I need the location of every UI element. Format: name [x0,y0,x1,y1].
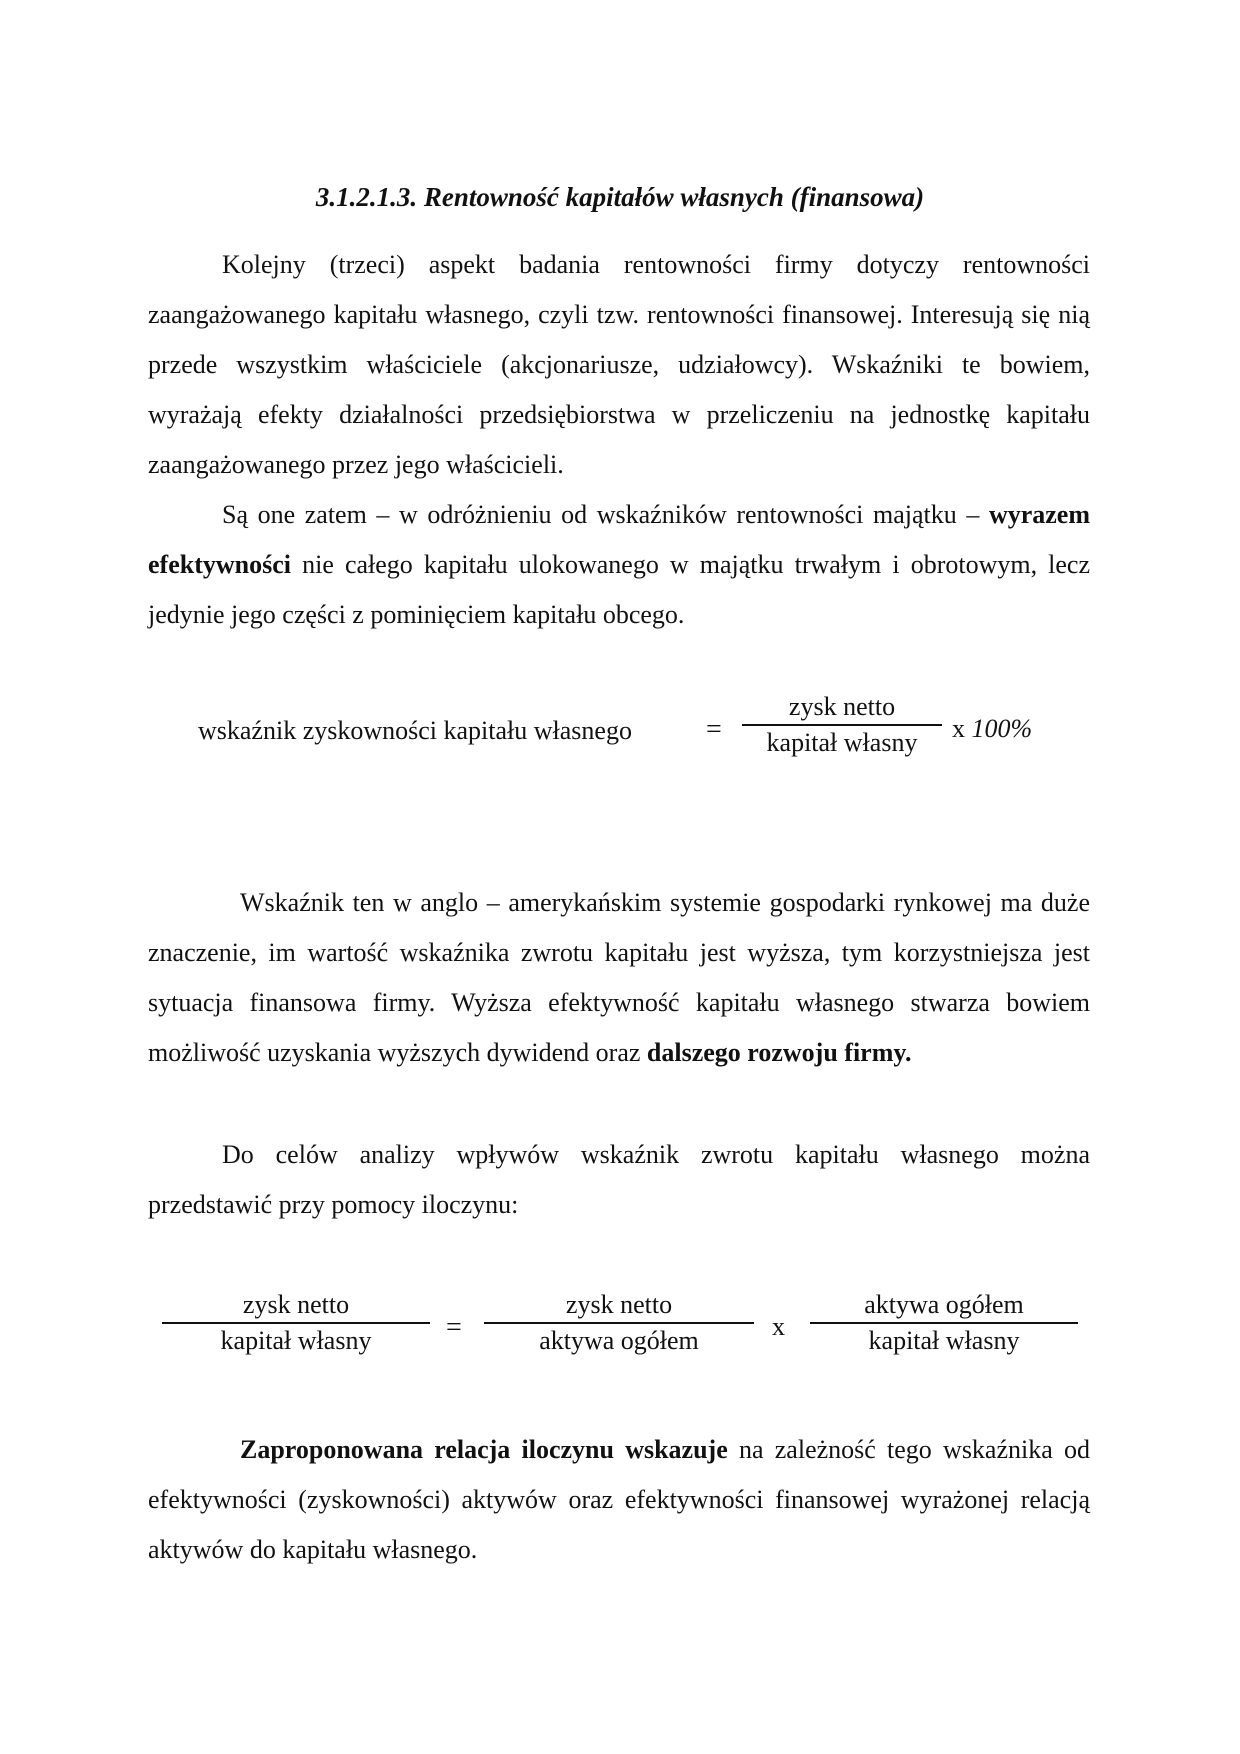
dupont-right-fraction [810,1288,1078,1358]
paragraph-2-emphasis: wyrazem efektywności [148,500,1091,579]
percent-value: 100% [971,714,1033,743]
dupont-equals: = [446,1312,462,1343]
dupont-right-numerator: aktywa ogółem [864,1290,1024,1319]
roe-formula-multiplier [952,714,1032,744]
paragraph-3-emphasis: dalszego rozwoju firmy. [646,1038,912,1067]
roe-formula-fraction [742,690,942,760]
paragraph-3 [148,878,1090,1078]
roe-numerator: zysk netto [788,692,896,721]
dupont-left-numerator: zysk netto [242,1290,350,1319]
paragraph-2-text-b: nie całego kapitału ulokowanego w majątku trwałym i obrotowym, lecz jedynie jego części z pominięciem kapitału obcego. [148,550,1091,629]
roe-formula-label: wskaźnik zyskowności kapitału własnego [198,716,632,745]
paragraph-2 [148,490,1090,640]
dupont-middle-numerator: zysk netto [565,1290,673,1319]
paragraph-2-text-a: Są one zatem – w odróżnieniu od wskaźników rentowności majątku – [222,500,980,529]
dupont-middle-fraction [484,1288,754,1358]
paragraph-3-text: Wskaźnik ten w anglo – amerykańskim systemie gospodarki rynkowej ma duże znaczenie, im wartość wskaźnika zwrotu kapitału jest wyższa, tym korzystniejsza jest sytuacja finansowa firmy. Wyższa efektywność kapitału własnego stwarza bowiem możliwość uzyskania wyższych dywidend oraz [148,888,1090,1067]
paragraph-4: Do celów analizy wpływów wskaźnik zwrotu kapitału własnego można przedstawić przy pomocy iloczynu: [148,1140,1090,1219]
dupont-left-fraction [162,1288,430,1358]
roe-formula-equals: = [706,714,722,745]
dupont-formula [0,1288,1240,1368]
dupont-right-denominator: kapitał własny [868,1326,1020,1355]
times-sign: x [952,714,965,743]
paragraph-5 [148,1425,1090,1575]
paragraph-1: Kolejny (trzeci) aspekt badania rentowności firmy dotyczy rentowności zaangażowanego kapitału własnego, czyli tzw. rentowności finansowej. Interesują się nią przede wszystkim właściciele (akcjonariusze, udziałowcy). Wskaźniki te bowiem, wyrażają efekty działalności przedsiębiorstwa w przeliczeniu na jednostkę kapitału zaangażowanego przez jego właścicieli. [148,250,1090,479]
roe-denominator: kapitał własny [766,728,918,757]
paragraph-5-emphasis: Zaproponowana relacja iloczynu wskazuje [240,1435,728,1464]
paragraph-5-text: na zależność tego wskaźnika od efektywności (zyskowności) aktywów oraz efektywności finansowej wyrażonej relacją aktywów do kapitału własnego. [148,1435,1091,1564]
roe-formula [0,690,1240,770]
section-title: 3.1.2.1.3. Rentowność kapitałów własnych (finansowa) [315,182,925,212]
dupont-left-denominator: kapitał własny [220,1326,372,1355]
dupont-middle-denominator: aktywa ogółem [539,1326,699,1355]
dupont-times: x [772,1312,785,1341]
